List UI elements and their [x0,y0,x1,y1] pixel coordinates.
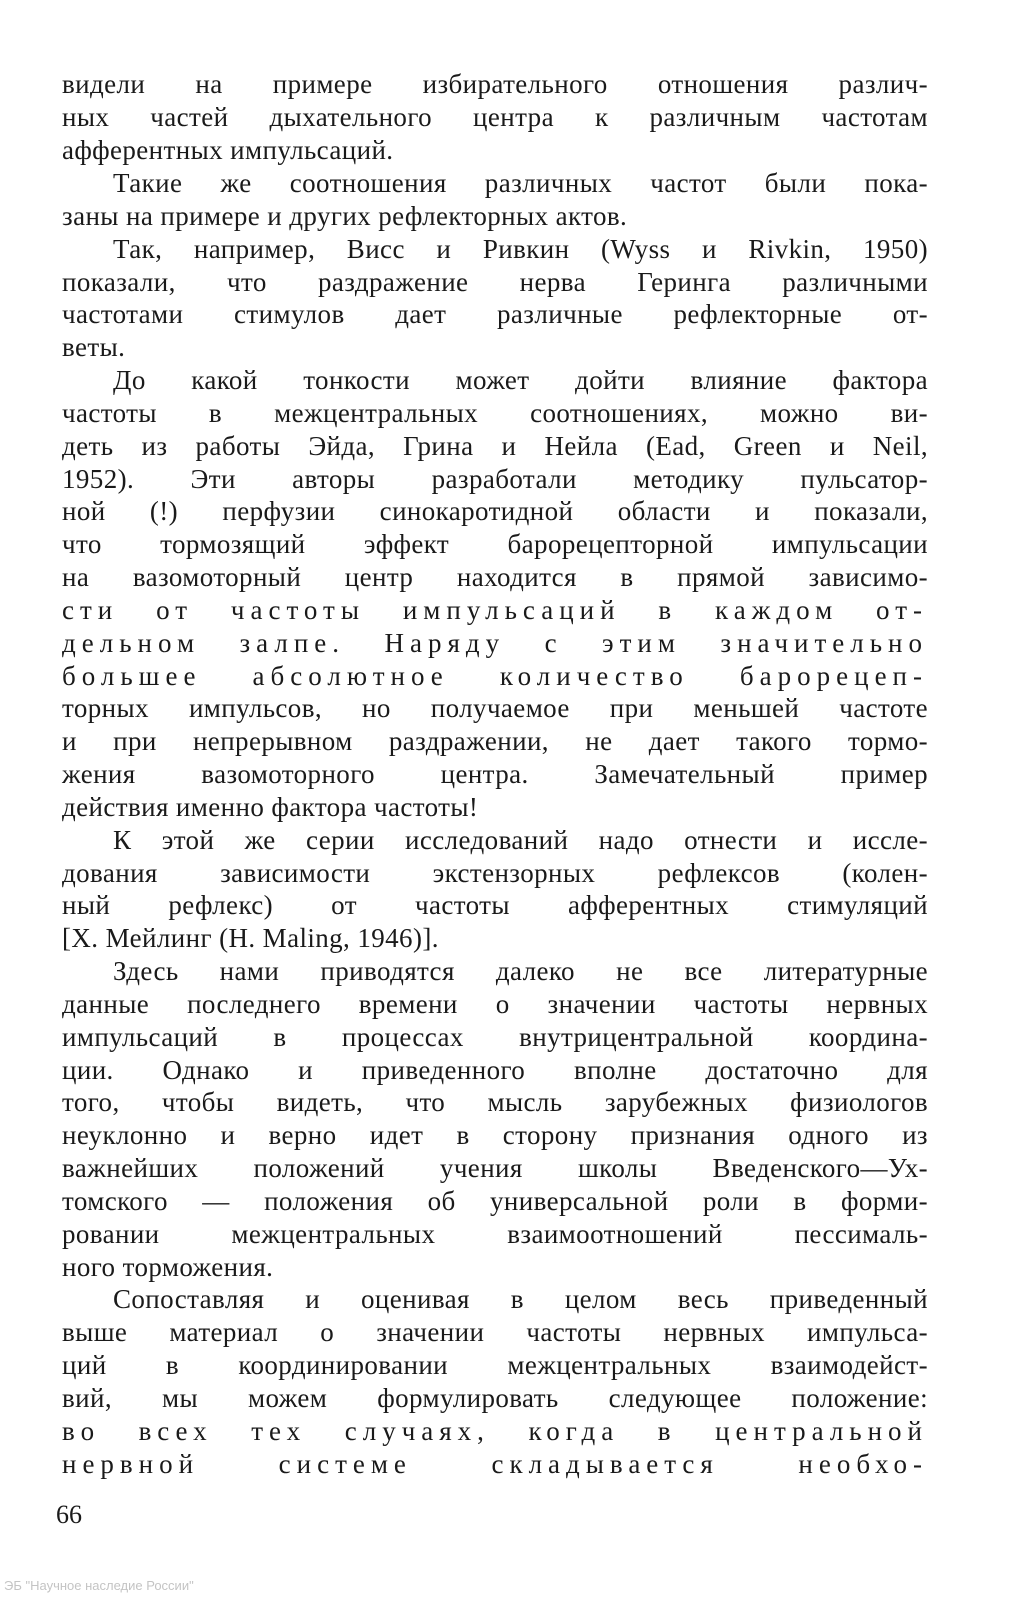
text-line: веты. [62,332,126,362]
text-line: выше материал о значении частоты нервных импульса- [62,1317,928,1347]
text-line: ций в координировании межцентральных взаимодейст- [62,1350,928,1380]
text-line: что тормозящий эффект барорецепторной импульсации [62,529,928,559]
text-line: [Х. Мейлинг (H. Maling, 1946)]. [62,923,439,953]
text-line: ных частей дыхательного центра к различным частотам [62,102,928,132]
text-line: томского — положения об универсальной роли в форми- [62,1186,928,1216]
text-line: ции. Однако и приведенного вполне достаточно для [62,1055,928,1085]
text-line: нервной системе складывается необхо- [62,1449,928,1479]
text-line: Сопоставляя и оценивая в целом весь приведенный [113,1284,928,1314]
text-line: Так, например, Висс и Ривкин (Wyss и Rivkin, 1950) [113,234,928,264]
text-line: частоты в межцентральных соотношениях, можно ви- [62,398,928,428]
text-line: дования зависимости экстензорных рефлексов (колен- [62,858,928,888]
text-line: большее абсолютное количество барорецеп- [62,661,928,691]
text-line: 1952). Эти авторы разработали методику пульсатор- [62,464,928,494]
text-line: неуклонно и верно идет в сторону признания одного из [62,1120,928,1150]
text-line: данные последнего времени о значении частоты нервных [62,989,928,1019]
text-line: жения вазомоторного центра. Замечательный пример [62,759,928,789]
text-line: Здесь нами приводятся далеко не все литературные [113,956,928,986]
text-line: ного торможения. [62,1252,274,1282]
page-number: 66 [56,1500,82,1529]
text-line: Такие же соотношения различных частот были пока- [113,168,928,198]
text-line: на вазомоторный центр находится в прямой зависимо- [62,562,928,592]
text-line: афферентных импульсаций. [62,135,394,165]
text-line: ный рефлекс) от частоты афферентных стимуляций [62,890,928,920]
text-line: вий, мы можем формулировать следующее положение: [62,1383,928,1413]
text-line: торных импульсов, но получаемое при меньшей частоте [62,693,928,723]
text-line: действия именно фактора частоты! [62,792,479,822]
text-line: деть из работы Эйда, Грина и Нейла (Ead, Green и Neil, [62,431,928,461]
text-line: показали, что раздражение нерва Геринга различными [62,267,928,297]
text-line: во всех тех случаях, когда в центральной [62,1416,928,1446]
text-line: частотами стимулов дает различные рефлекторные от- [62,299,928,329]
text-line: важнейших положений учения школы Введенского—Ух- [62,1153,928,1183]
text-line: К этой же серии исследований надо отнести и иссле- [113,825,928,855]
watermark: ЭБ "Научное наследие России" [4,1578,194,1593]
text-line: ровании межцентральных взаимоотношений пессималь- [62,1219,928,1249]
text-line: дельном залпе. Наряду с этим значительно [62,628,928,658]
text-line: сти от частоты импульсаций в каждом от- [62,595,928,625]
text-line: заны на примере и других рефлекторных актов. [62,201,628,231]
text-line: импульсаций в процессах внутрицентральной координа- [62,1022,928,1052]
text-line: того, чтобы видеть, что мысль зарубежных физиологов [62,1087,928,1117]
text-line: ной (!) перфузии синокаротидной области и показали, [62,496,928,526]
text-line: и при непрерывном раздражении, не дает такого тормо- [62,726,928,756]
text-line: До какой тонкости может дойти влияние фактора [113,365,928,395]
text-line: видели на примере избирательного отношения различ- [62,69,928,99]
